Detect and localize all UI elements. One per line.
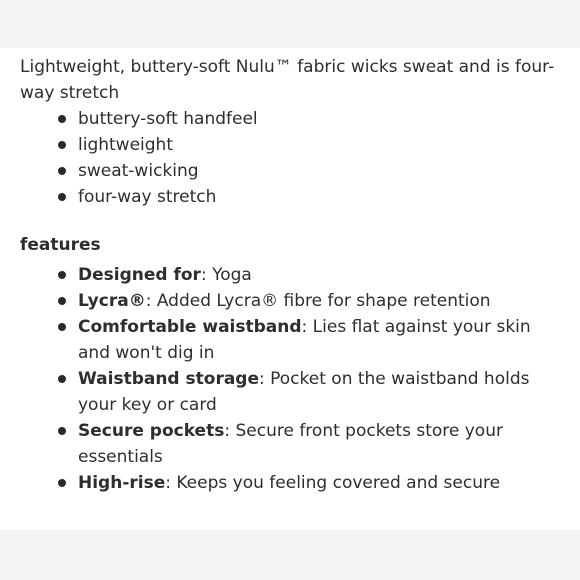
feature-text: : Lies flat against your skin and won't dig in (78, 317, 531, 363)
feature-item (20, 314, 560, 366)
feature-item (20, 288, 560, 314)
bottom-margin (0, 530, 580, 580)
feature-text: : Secure front pockets store your essentials (78, 421, 503, 467)
top-margin (0, 0, 580, 48)
feature-name: High-rise (78, 473, 166, 493)
features-list (20, 262, 560, 496)
features-heading: features (20, 235, 101, 255)
feature-name: Waistband storage (78, 369, 259, 389)
feature-item (20, 366, 560, 418)
feature-item (20, 418, 560, 470)
feature-text: : Pocket on the waistband holds your key or card (78, 369, 530, 415)
fabric-bullet: lightweight (20, 132, 560, 158)
feature-item (20, 470, 560, 496)
feature-text: : Keeps you feeling covered and secure (165, 473, 501, 493)
feature-name: Designed for (78, 265, 201, 285)
feature-name: Comfortable waistband (78, 317, 302, 337)
fabric-bullet: sweat-wicking (20, 158, 560, 184)
feature-text: : Added Lycra® fibre for shape retention (145, 291, 491, 311)
intro-text: Lightweight, buttery-soft Nulu™ fabric wicks sweat and is four-way stretch (20, 57, 555, 103)
fabric-bullet: four-way stretch (20, 184, 560, 210)
feature-item (20, 262, 560, 288)
fabric-bullet-list (20, 106, 560, 210)
feature-name: Secure pockets (78, 421, 225, 441)
feature-text: : Yoga (200, 265, 252, 285)
fabric-bullet: buttery-soft handfeel (20, 106, 560, 132)
feature-name: Lycra® (78, 291, 146, 311)
product-description (20, 54, 560, 496)
